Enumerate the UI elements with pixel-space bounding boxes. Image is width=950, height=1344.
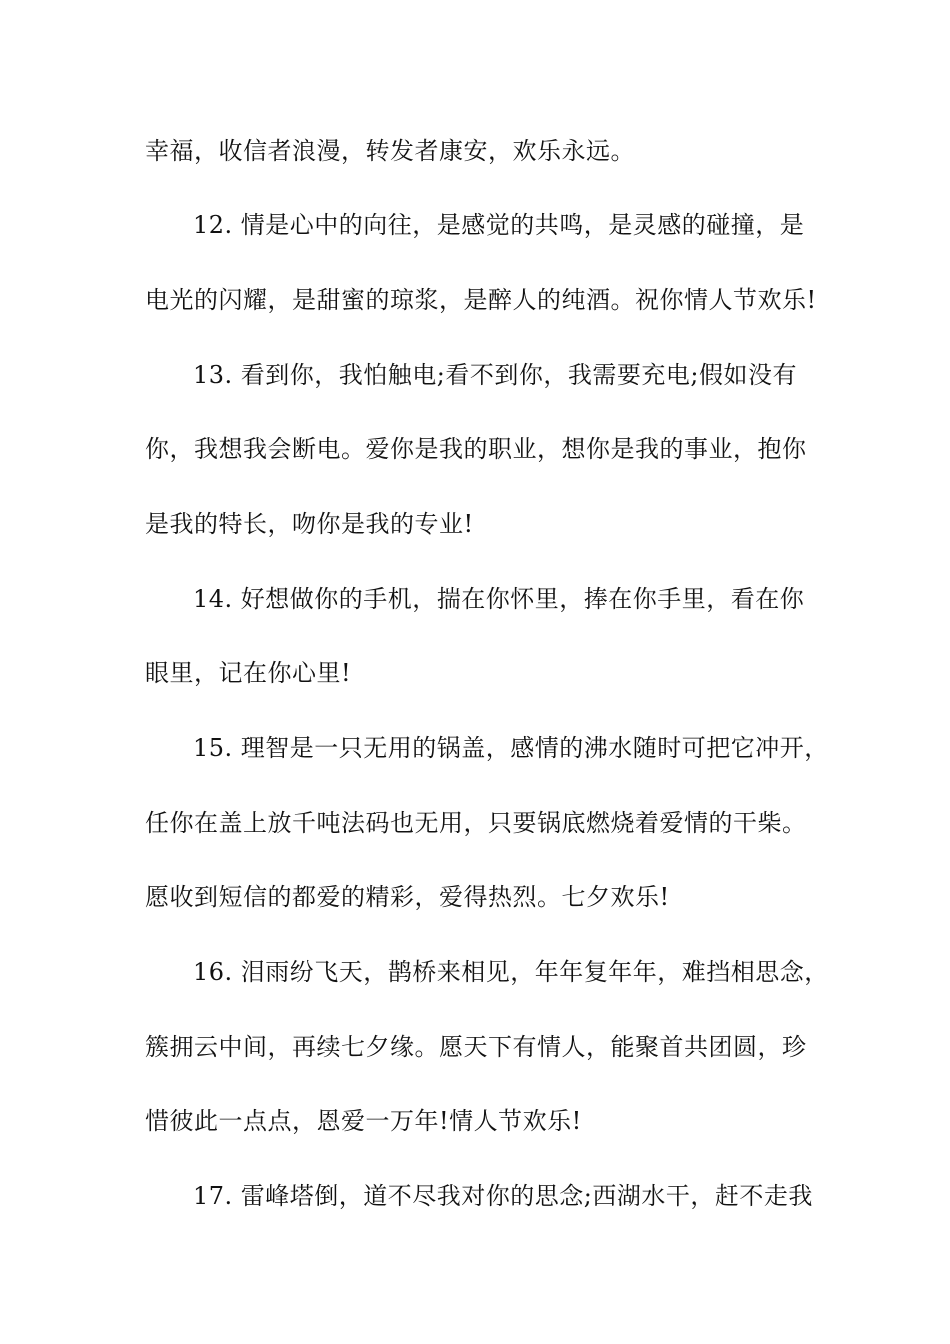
text-line: 电光的闪耀，是甜蜜的琼浆，是醉人的纯酒。祝你情人节欢乐! [145,286,817,314]
text-line: 任你在盖上放千吨法码也无用，只要锅底燃烧着爱情的干柴。 [145,809,807,837]
text-line-item-17: 17. 雷峰塔倒，道不尽我对你的思念;西湖水干，赶不走我 [193,1182,813,1210]
text-line-item-16: 16. 泪雨纷飞天，鹊桥来相见，年年复年年，难挡相思念， [193,958,829,986]
text-line: 幸福，收信者浪漫，转发者康安，欢乐永远。 [145,137,635,165]
text-line-item-14: 14. 好想做你的手机，揣在你怀里，捧在你手里，看在你 [193,585,805,613]
text-line: 是我的特长，吻你是我的专业! [145,510,474,538]
text-line: 愿收到短信的都爱的精彩，爱得热烈。七夕欢乐! [145,883,670,911]
text-line-item-15: 15. 理智是一只无用的锅盖，感情的沸水随时可把它冲开， [193,734,829,762]
text-line: 眼里，记在你心里! [145,659,352,687]
text-line: 惜彼此一点点，恩爱一万年!情人节欢乐! [145,1107,582,1135]
text-line-item-12: 12. 情是心中的向往，是感觉的共鸣，是灵感的碰撞，是 [193,211,805,239]
text-line: 簇拥云中间，再续七夕缘。愿天下有情人，能聚首共团圆，珍 [145,1033,807,1061]
text-line: 你，我想我会断电。爱你是我的职业，想你是我的事业，抱你 [145,435,807,463]
text-line-item-13: 13. 看到你，我怕触电;看不到你，我需要充电;假如没有 [193,361,797,389]
